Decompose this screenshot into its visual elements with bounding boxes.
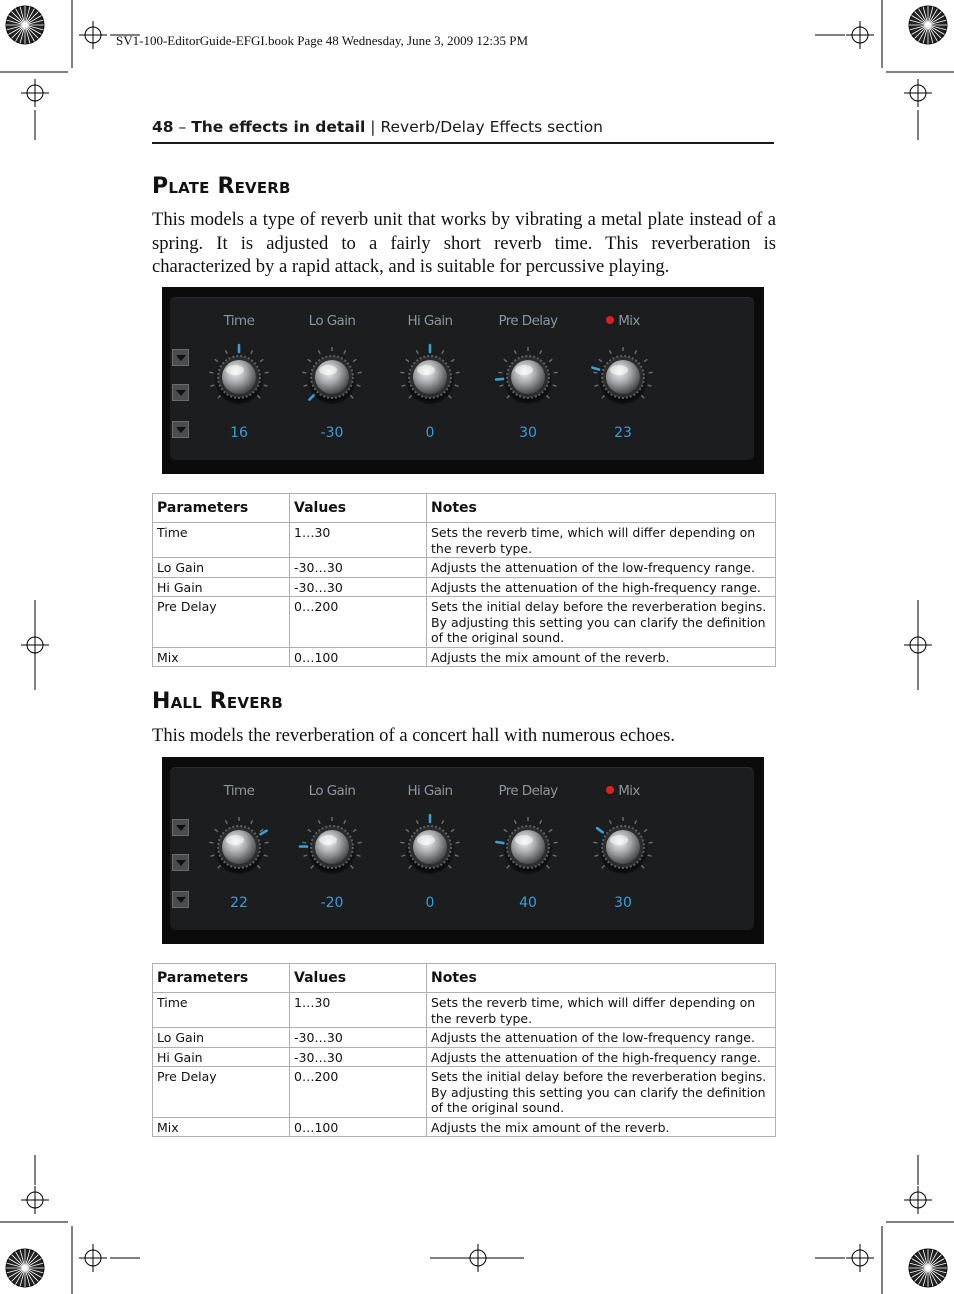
knob-value: 23 [614,425,632,441]
rotary-knob[interactable] [292,807,372,887]
table-row [153,523,776,558]
rotary-knob[interactable] [488,337,568,417]
knob-value: 22 [230,895,248,911]
param-name: Pre Delay [153,597,290,648]
column-header-parameters: Parameters [153,494,290,523]
plate-reverb-heading: Plate Reverb [152,174,291,199]
knob-value: -30 [320,425,344,441]
param-range: 0…100 [290,1117,427,1137]
knob-label [483,783,573,799]
param-range: 0…200 [290,1067,427,1118]
running-head-separator: – [173,118,192,136]
knob-position-indicator [496,379,503,380]
panel-dropdown-button-3[interactable] [172,891,189,908]
param-range: 0…200 [290,597,427,648]
param-name: Pre Delay [153,1067,290,1118]
knob-label-text: Mix [618,783,640,799]
param-notes: Sets the reverb time, which will differ depending on the reverb type. [427,523,776,558]
param-range: -30…30 [290,1047,427,1067]
mix-active-dot-icon [606,316,614,324]
knob-value: 30 [519,425,537,441]
rotary-knob[interactable] [199,807,279,887]
param-name: Mix [153,1117,290,1137]
running-head-divider: | [365,118,381,136]
param-name: Lo Gain [153,558,290,578]
param-name: Time [153,523,290,558]
param-name: Hi Gain [153,1047,290,1067]
rotary-knob[interactable] [488,807,568,887]
rotary-knob[interactable] [583,807,663,887]
panel-dropdown-button-2[interactable] [172,854,189,871]
param-notes: Sets the reverb time, which will differ depending on the reverb type. [427,993,776,1028]
knob-label-text: Lo Gain [308,313,356,329]
knob-label [194,313,284,329]
table-row [153,577,776,597]
rotary-knob[interactable] [292,337,372,417]
column-header-notes: Notes [427,964,776,993]
book-slug: SV1-100-EditorGuide-EFGI.book Page 48 Wednesday, June 3, 2009 12:35 PM [116,33,529,48]
knob-label-text: Pre Delay [498,783,558,799]
table-header-row [153,964,776,993]
table-header-row [153,494,776,523]
param-range: -30…30 [290,1028,427,1048]
rotary-knob[interactable] [199,337,279,417]
table-row [153,1067,776,1118]
rotary-knob[interactable] [390,337,470,417]
knob-value: 0 [425,895,435,911]
hall-reverb-heading: Hall Reverb [152,689,284,714]
table-row [153,1028,776,1048]
panel-dropdown-button-1[interactable] [172,349,189,366]
knob-label [483,313,573,329]
rotary-knob[interactable] [583,337,663,417]
table-row [153,647,776,667]
panel-dropdown-button-3[interactable] [172,421,189,438]
plate-reverb-parameter-table [152,493,776,667]
hall-reverb-description: This models the reverberation of a concert hall with numerous echoes. [152,725,676,746]
panel-dropdown-button-2[interactable] [172,384,189,401]
knob-value: 40 [519,895,537,911]
page-number: 48 [152,118,174,136]
knob-label [385,783,475,799]
knob-position-indicator [597,828,603,832]
running-head [152,118,774,136]
mix-active-dot-icon [606,786,614,794]
knob-label-text: Time [223,783,255,799]
knob-label [287,313,377,329]
param-range: -30…30 [290,577,427,597]
table-row [153,597,776,648]
knob-label-text: Hi Gain [407,313,453,329]
param-range: 1…30 [290,993,427,1028]
knob-value: -20 [320,895,344,911]
knob-label-text: Pre Delay [498,313,558,329]
knob-value: 16 [230,425,248,441]
knob-label-text: Time [223,313,255,329]
knob-position-indicator [309,395,314,400]
knob-position-indicator [592,368,599,370]
rotary-knob[interactable] [390,807,470,887]
param-range: -30…30 [290,558,427,578]
table-row [153,993,776,1028]
param-notes: Sets the initial delay before the reverberation begins. By adjusting this setting you can clarify the definition of the original sound. [427,1067,776,1118]
knob-label-text: Hi Gain [407,783,453,799]
param-name: Lo Gain [153,1028,290,1048]
param-name: Mix [153,647,290,667]
param-notes: Sets the initial delay before the reverberation begins. By adjusting this setting you can clarify the definition of the original sound. [427,597,776,648]
hall-reverb-parameter-table [152,963,776,1137]
panel-dropdown-button-1[interactable] [172,819,189,836]
param-name: Time [153,993,290,1028]
header-rule [152,142,774,144]
param-notes: Adjusts the mix amount of the reverb. [427,647,776,667]
param-range: 0…100 [290,647,427,667]
section-title: Reverb/Delay Effects section [380,118,604,136]
table-row [153,558,776,578]
column-header-parameters: Parameters [153,964,290,993]
knob-value: 30 [614,895,632,911]
knob-label [287,783,377,799]
knob-value: 0 [425,425,435,441]
column-header-notes: Notes [427,494,776,523]
knob-label [578,313,668,329]
knob-label [385,313,475,329]
plate-reverb-description: This models a type of reverb unit that works by vibrating a metal plate instead of a spring. It is adjusted to a fairly short reverb time. This reverberation is characterized by a rapid attack, and is suitable for percussive playing. [152,209,776,277]
knob-position-indicator [496,842,503,843]
column-header-values: Values [290,964,427,993]
param-notes: Adjusts the attenuation of the high-frequency range. [427,1047,776,1067]
param-notes: Adjusts the attenuation of the high-frequency range. [427,577,776,597]
chapter-title: The effects in detail [191,118,366,136]
knob-label-text: Mix [618,313,640,329]
column-header-values: Values [290,494,427,523]
knob-label-text: Lo Gain [308,783,356,799]
param-range: 1…30 [290,523,427,558]
param-notes: Adjusts the attenuation of the low-frequency range. [427,1028,776,1048]
param-notes: Adjusts the mix amount of the reverb. [427,1117,776,1137]
param-notes: Adjusts the attenuation of the low-frequency range. [427,558,776,578]
table-row [153,1117,776,1137]
knob-label [194,783,284,799]
param-name: Hi Gain [153,577,290,597]
knob-label [578,783,668,799]
table-row [153,1047,776,1067]
